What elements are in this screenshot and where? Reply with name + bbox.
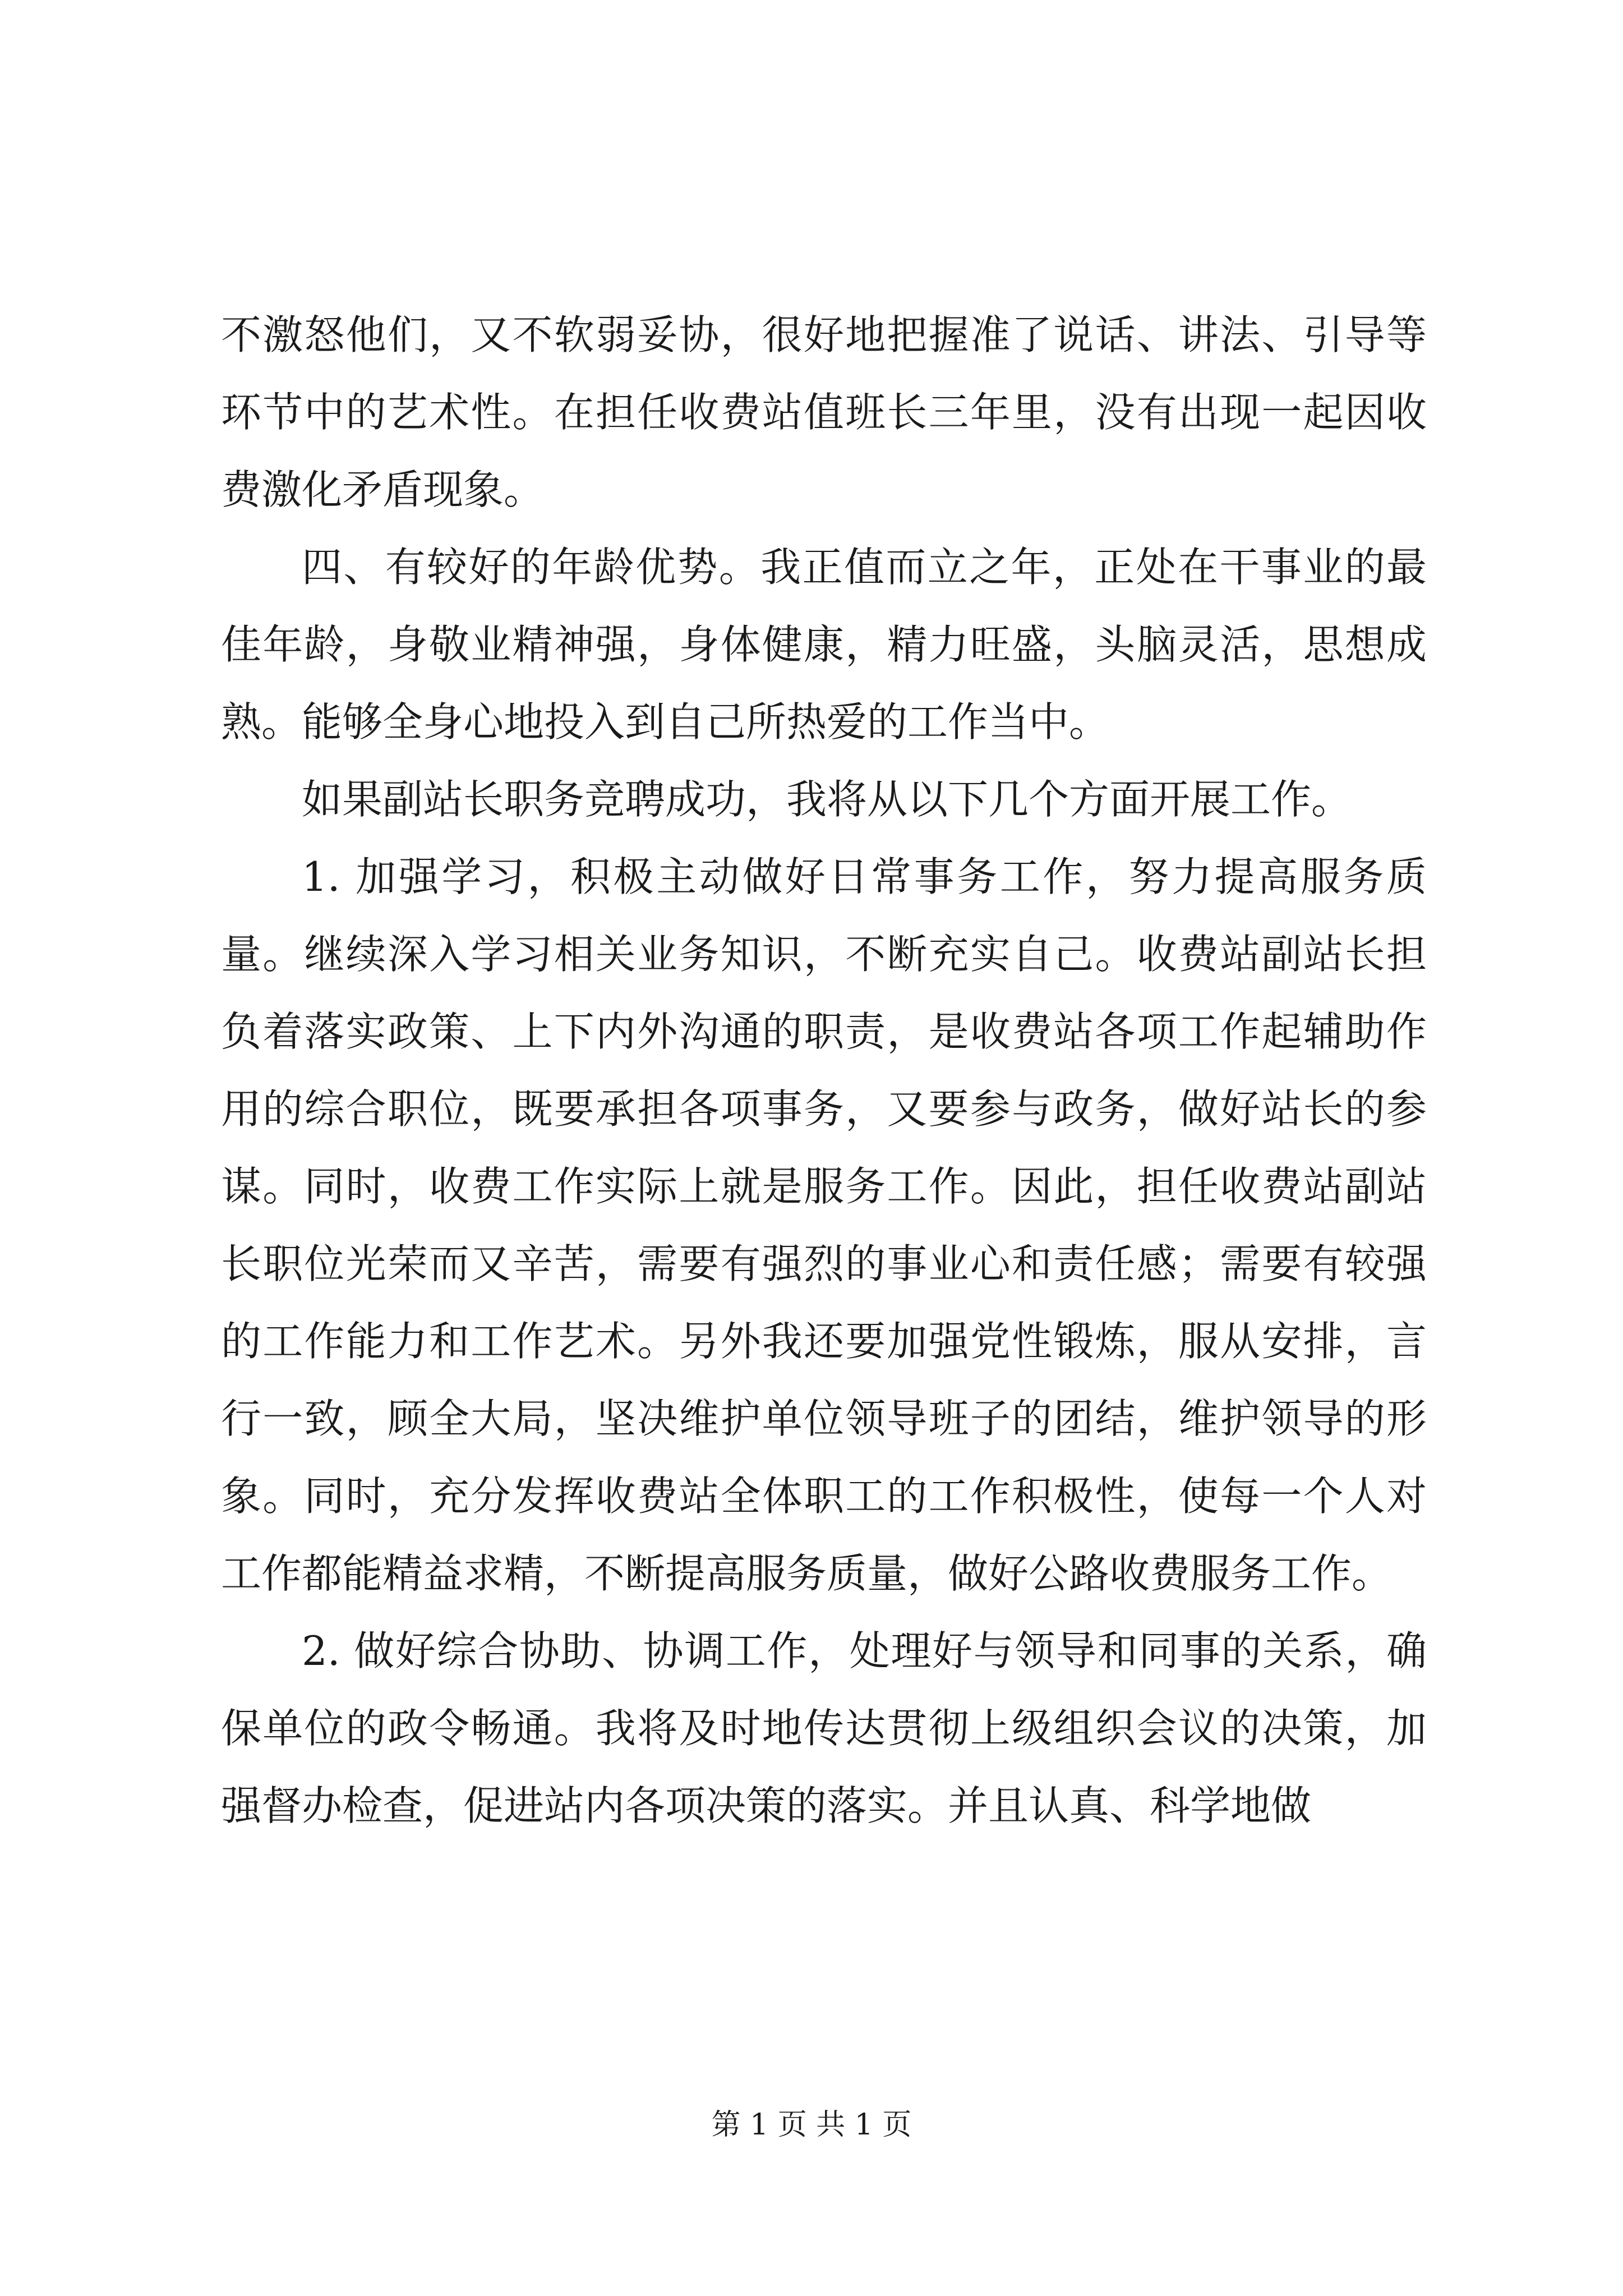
paragraph-item-1: 1. 加强学习，积极主动做好日常事务工作，努力提高服务质量。继续深入学习相关业务知识，不断充实自己。收费站副站长担负着落实政策、上下内外沟通的职责，是收费站各项工作起辅助作用的综合职位，既要承担各项事务，又要参与政务，做好站长的参谋。同时，收费工作实际上就是服务工作。因此，担任收费站副站长职位光荣而又辛苦，需要有强烈的事业心和责任感；需要有较强的工作能力和工作艺术。另外我还要加强党性锻炼，服从安排，言行一致，顾全大局，坚决维护单位领导班子的团结，维护领导的形象。同时，充分发挥收费站全体职工的工作积极性，使每一个人对工作都能精益求精，不断提高服务质量，做好公路收费服务工作。 (221, 853, 1427, 1597)
paragraph-continuation: 不激怒他们，又不软弱妥协，很好地把握准了说话、讲法、引导等环节中的艺术性。在担任收费站值班长三年里，没有出现一起因收费激化矛盾现象。 (221, 311, 1427, 513)
paragraph-work-plan-intro: 如果副站长职务竞聘成功，我将从以下几个方面开展工作。 (302, 776, 1352, 823)
page-footer: 第 1 页 共 1 页 (711, 2108, 912, 2142)
paragraph-item-2: 2. 做好综合协助、协调工作，处理好与领导和同事的关系，确保单位的政令畅通。我将及时地传达贯彻上级组织会议的决策，加强督办检查，促进站内各项决策的落实。并且认真、科学地做 (221, 1627, 1427, 1829)
document-body (221, 296, 1427, 1844)
paragraph-age-advantage: 四、有较好的年龄优势。我正值而立之年，正处在干事业的最佳年龄，身敬业精神强，身体健康，精力旺盛，头脑灵活，思想成熟。能够全身心地投入到自己所热爱的工作当中。 (221, 544, 1427, 746)
